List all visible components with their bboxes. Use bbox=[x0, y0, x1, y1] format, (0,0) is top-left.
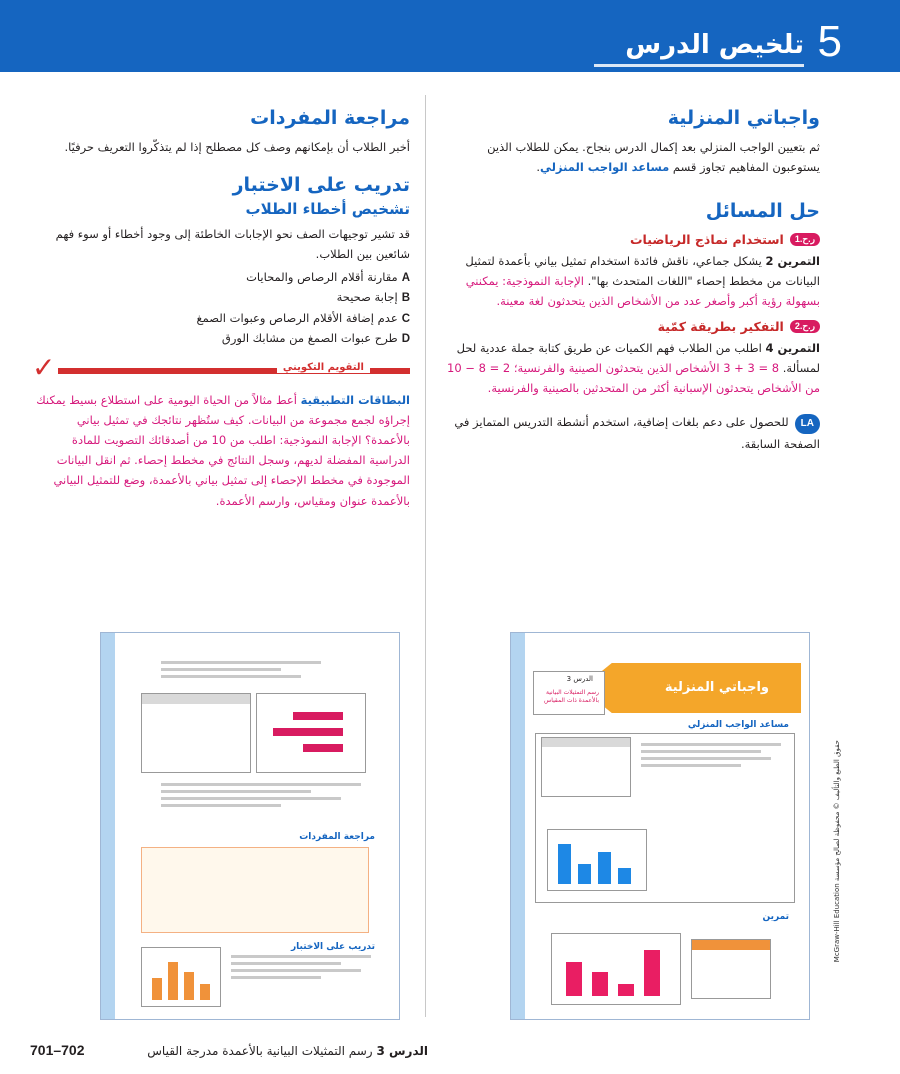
thumb-text-lines bbox=[231, 955, 371, 983]
table-header-fill bbox=[542, 738, 630, 747]
right-column bbox=[440, 106, 820, 454]
homework-text bbox=[440, 137, 820, 177]
thumb-lesson-label: الدرس 3 bbox=[566, 675, 593, 683]
homework-text-before: ثم بتعيين الواجب المنزلي بعد إكمال الدرس بنجاح. يمكن للطلاب الذين يستوعبون المفاهيم تجاوز قسم bbox=[487, 139, 820, 174]
footer-lesson bbox=[147, 1044, 428, 1058]
thumb-test-chart bbox=[141, 947, 221, 1007]
option-letter: D bbox=[401, 333, 410, 346]
chart-bar bbox=[303, 744, 343, 752]
exercise-lead-2: التمرين 4 bbox=[765, 341, 820, 355]
left-column bbox=[30, 106, 410, 511]
page-edge bbox=[511, 633, 525, 1019]
vocab-title: مراجعة المفردات bbox=[250, 107, 410, 129]
practice-item-2-text bbox=[440, 338, 820, 398]
thumb-banner-title: واجباتي المنزلية bbox=[664, 680, 769, 695]
table-header-fill bbox=[142, 694, 250, 704]
exercise-lead-1: التمرين 2 bbox=[765, 253, 820, 268]
test-subtitle: تشخيص أخطاء الطلاب bbox=[245, 199, 410, 218]
exercise-text-1: يشكل جماعي، ناقش فائدة استخدام تمثيل بياني بأعمدة لتمثيل البيانات من مخطط إحصاء "اللغات المتحدث بها". bbox=[465, 253, 820, 288]
page-footer bbox=[0, 1036, 900, 1066]
thumb-table bbox=[141, 693, 251, 773]
test-option-a bbox=[30, 268, 410, 289]
thumb-bar-chart bbox=[256, 693, 366, 773]
thumb-practice-title: تمرين bbox=[762, 912, 789, 922]
homework-text-after: . bbox=[536, 159, 540, 174]
chart-bar bbox=[618, 984, 634, 996]
practice-tag-1: ر.ح.1 bbox=[790, 233, 820, 246]
practice-tag-2: ر.ح.2 bbox=[790, 320, 820, 333]
test-option-d bbox=[30, 329, 410, 350]
header-title: تلخيص الدرس bbox=[625, 30, 804, 60]
thumb-vocab-title: مراجعة المفردات bbox=[299, 832, 375, 842]
practice-heading-1: استخدام نماذج الرياضيات bbox=[629, 231, 784, 247]
header-rule bbox=[594, 64, 804, 67]
option-text: مقارنة أقلام الرصاص والمحايات bbox=[246, 269, 398, 284]
thumb-pink-chart bbox=[551, 933, 681, 1005]
table-header-fill bbox=[692, 940, 770, 950]
chart-bar bbox=[578, 864, 591, 884]
student-page-thumbnail-left bbox=[100, 632, 400, 1020]
page-edge bbox=[101, 633, 115, 1019]
thumb-text-lines bbox=[641, 743, 781, 771]
homework-helper-link: مساعد الواجب المنزلي bbox=[539, 159, 670, 174]
chart-bar bbox=[152, 978, 162, 1000]
chart-bar bbox=[566, 962, 582, 996]
exercise-answer-2: 8 = 3 + 3 الأشخاص الذين يتحدثون الصينية والفرنسية؛ 2 = 8 − 10 من الأشخاص يتحدثون الإسبانية أكثر من المتحدثين بالصينية والفرنسية. bbox=[447, 361, 820, 396]
thumb-tally-table bbox=[541, 737, 631, 797]
thumb-lesson-subtitle: رسم التمثيلات البيانية بالأعمدة ذات المقياس bbox=[543, 689, 599, 705]
assessment-lead: البطاقات التطبيقية bbox=[300, 392, 410, 407]
vocab-text: أخبر الطلاب أن بإمكانهم وصف كل مصطلح إذا لم يتذكّروا التعريف حرفيًا. bbox=[64, 139, 410, 154]
page-numbers: 701–702 bbox=[30, 1042, 85, 1058]
option-text: طرح عبوات الصمغ من مشابك الورق bbox=[221, 331, 398, 346]
la-text: للحصول على دعم بلغات إضافية، استخدم أنشطة التدريس المتمايز في الصفحة السابقة. bbox=[454, 415, 820, 451]
option-text: إجابة صحيحة bbox=[336, 290, 398, 305]
option-letter: C bbox=[401, 312, 410, 325]
chart-bar bbox=[644, 950, 660, 996]
thumb-text-lines bbox=[161, 661, 321, 682]
exercise-text-2: اطلب من الطلاب فهم الكميات عن طريق كتابة جملة عددية لحل لمسألة. bbox=[456, 341, 820, 376]
thumb-orange-table bbox=[691, 939, 771, 999]
exercise-answer-1: الإجابة النموذجية: يمكنني بسهولة رؤية أكبر وأصغر عدد من الأشخاص الذين يتحدثون لغة معينة. bbox=[465, 273, 820, 308]
assessment-bar bbox=[30, 350, 410, 384]
copyright-side-note: حقوق الطبع والتأليف © محفوظة لصالح مؤسسة McGraw-Hill Education bbox=[833, 740, 841, 963]
chart-bar bbox=[293, 712, 343, 720]
chart-bar bbox=[184, 972, 194, 1000]
footer-lesson-label: الدرس 3 bbox=[376, 1044, 428, 1058]
la-badge: LA bbox=[795, 414, 820, 434]
chart-bar bbox=[598, 852, 611, 884]
checkmark-icon: ✓ bbox=[32, 350, 56, 384]
assessment-label: التقويم التكويني bbox=[277, 362, 370, 373]
test-title: تدريب على الاختبار bbox=[232, 173, 410, 196]
chart-bar bbox=[273, 728, 343, 736]
practice-item-1-text bbox=[440, 251, 820, 311]
practice-heading-2: التفكير بطريقة كمّية bbox=[657, 319, 784, 334]
student-page-thumbnail-right bbox=[510, 632, 810, 1020]
thumb-text-lines bbox=[161, 783, 361, 811]
assessment-text bbox=[30, 390, 410, 511]
option-letter: B bbox=[401, 292, 410, 305]
chart-bar bbox=[200, 984, 210, 1000]
homework-title: واجباتي المنزلية bbox=[667, 107, 820, 129]
chart-bar bbox=[168, 962, 178, 1000]
test-option-b bbox=[30, 288, 410, 309]
option-letter: A bbox=[401, 271, 410, 284]
option-text: عدم إضافة الأقلام الرصاص وعبوات الصمغ bbox=[196, 310, 398, 325]
problems-title: حل المسائل bbox=[705, 199, 820, 222]
practice-item-2-heading bbox=[440, 319, 820, 334]
lesson-header bbox=[0, 0, 900, 72]
test-options bbox=[30, 268, 410, 350]
test-option-c bbox=[30, 309, 410, 330]
column-divider bbox=[425, 95, 426, 1017]
thumb-test-title: تدريب على الاختبار bbox=[290, 942, 375, 952]
practice-item-1-heading bbox=[440, 232, 820, 247]
thumb-vocab-box bbox=[141, 847, 369, 933]
header-number: 5 bbox=[817, 17, 842, 66]
thumb-blue-chart bbox=[547, 829, 647, 891]
thumb-helper-title: مساعد الواجب المنزلي bbox=[687, 720, 789, 730]
chart-bar bbox=[618, 868, 631, 884]
la-note bbox=[440, 412, 820, 454]
test-intro: قد تشير توجيهات الصف نحو الإجابات الخاطئة إلى وجود أخطاء أو سوء فهم شائعين بين الطلاب. bbox=[55, 226, 410, 261]
chart-bar bbox=[558, 844, 571, 884]
assessment-body: أعط مثالاً من الحياة اليومية على استطلاع بسيط يمكنك إجراؤه لجمع مجموعة من البيانات. كيف ستُظهر نتائجك في تمثيل بياني بالأعمدة؟ الإجابة النموذجية: اطلب من 10 من أصدقائك التصويت للمادة الدراسية المفضلة لديهم، وسجل النتائج في مخطط إحصاء. ثم انقل البيانات الموجودة في مخطط الإحصاء إلى تمثيل بياني بالأعمدة، وضع للتمثيل البياني بالأعمدة عنوان ومقياس، وارسم الأعمدة. bbox=[36, 392, 410, 508]
chart-bar bbox=[592, 972, 608, 996]
footer-lesson-title: رسم التمثيلات البيانية بالأعمدة مدرجة القياس bbox=[147, 1044, 373, 1058]
